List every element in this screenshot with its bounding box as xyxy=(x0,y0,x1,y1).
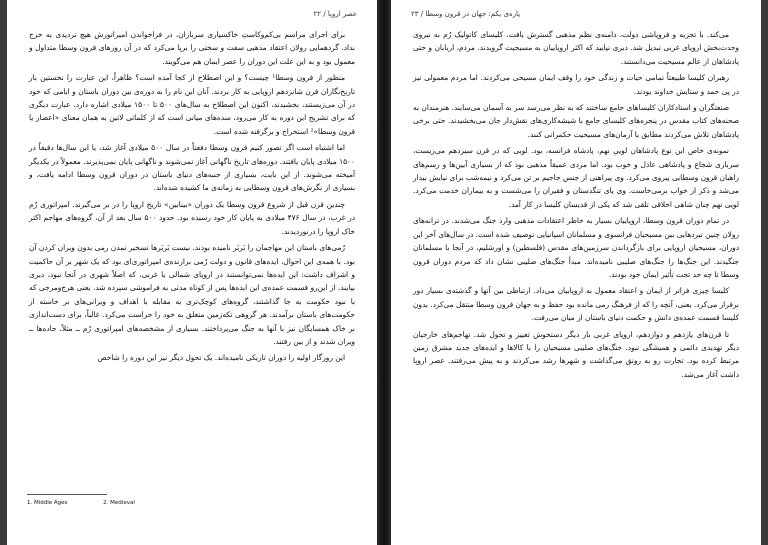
right-page xyxy=(391,0,761,545)
paragraph: اما اشتباه است اگر تصور کنیم قرون وسطا دفعتاً در سال ۵۰۰ میلادی آغاز شد، یا این سال‌ها دقیقاً در ۱۵۰۰ میلادی پایان یافتند. دوره‌های تاریخ ناگهانی آغاز نمی‌شوند و ناگهانی پایان نمی‌پذیرند. معمولاً در یکدیگر آمیخته می‌شوند. از این بابت، بسیاری از جنبه‌های دنیای باستان در دوران قرون وسطا ادامه یافت، و بسیاری از نگرش‌های قرون وسطایی به زمانه‌ی ما کشیده شده‌اند. xyxy=(29,143,355,193)
right-page-header: پاره‌ی یکم: جهان در قرون وسطا / ۲۳ xyxy=(411,10,521,18)
book-spine xyxy=(377,0,391,545)
footnote: 2. Medieval xyxy=(103,500,135,506)
paragraph: نمونه‌ی خاص این نوع پادشاهان لوییِ نهم، پادشاه فرانسه، بود. لویی که در قرن سیزدهم می‌زیست، سربازی شجاع و پادشاهی عادل و خوب بود. اما مردی عمیقاً مذهبی بود که از بسیاری آیین‌ها و رسم‌های راهبان قرون وسطایی پیروی می‌کرد. وی پیراهنی از جنس جاجیم بر تن می‌کرد و نیمه‌شب برای نیایش بیدار می‌شد و ذکر از خواب برمی‌خاست. وی پای تنگدستان و فقیران را می‌شست و به بیماران خدمت می‌کرد. لویی نهم چنان شاهی اخلاقی تلقی شد که یکی از قدیسان کلیسا در کار آمد. xyxy=(413,146,739,209)
paragraph: رهبران کلیسا طبیعتاً تمامی حیات و زندگی خود را وقف ایمان مسیحی می‌کردند. اما مردم معمولی نیز در پی حمد و ستایش خداوند بودند. xyxy=(413,73,739,96)
paragraph: تا قرن‌های یازدهم و دوازدهم، اروپای غربی بار دیگر دستخوش تغییر و تحول شد. تهاجم‌های خارجیان دیگر تهدیدی دائمی و همیشگی نبود. جنگ‌های صلیبی مسیحیان را با کالاها و ایده‌های جدید مشرق زمین مرتبط کرده بود. تجارت رو به رونق می‌گذاشت و شهرها رشد می‌کردند و به پیش می‌رفتند. عصر اروپا داشت آغاز می‌شد. xyxy=(413,329,739,379)
left-page xyxy=(7,0,377,545)
paragraph: صنعتگران و استادکاران کلیساهای جامع ساختند که به نظر می‌رسد سر به آسمان می‌سایند. هنرمندان به صحنه‌های کتاب مقدس در پنجره‌های کلیسای جامع با شیشه‌کاری‌های نقش‌دار جان می‌بخشیدند. حتی برخی پادشاهان تلاش می‌کردند مطابق با آرمان‌های مسیحیت حکمرانی کنند. xyxy=(413,103,739,139)
left-page-header: ۲۲ / عصر اروپا xyxy=(313,10,357,18)
paragraph: چندین قرن قبل از شروع قرون وسطا یک دوران «بینابین» تاریخ اروپا را در بر می‌گیرند. امپراتوری رُم در غرب، در سال ۴۷۶ میلادی به پایان کار خود رسیده بود. حدود ۵۰۰ سال بعد از آن، گروه‌های مهاجم اکثر خاک اروپا را درنوردیدند. xyxy=(29,199,355,236)
paragraph: کلیسا چیزی فراتر از ایمان و اعتقاد معمول به اروپاییان می‌داد. ارتباطی بین آنها و گذشته‌ی بسیار دور برقرار می‌کرد. یعنی، آنچه را که از فرهنگ رمی مانده بود حفظ و به جهان قرون وسطا منتقل می‌کرد. بدون کلیسا قسمت عمده‌ی دانش و حکمت دنیای باستان از میان می‌رفت. xyxy=(413,286,739,323)
right-page-body xyxy=(413,28,739,381)
paragraph: منظور از قرون وسطا¹ چیست؟ و این اصطلاح از کجا آمده است؟ ظاهراً، این عبارت را نخستین بار تاریخ‌نگاران قرن شانزدهم اروپایی به کار بردند. آنان این نام را به دوره‌ی بین دوران باستان و ایامی که خود در آن می‌زیستند، بخشیدند، اکنون این اصطلاح به سال‌های ۵۰۰ تا ۱۵۰۰ میلادی اشاره دارد. عبارت دیگری که برای تشریح این دوره به کار می‌رود، سده‌های میانی است که از کلماتی لاتین به همان معنای «اعصار یا قرون وسطا»² استخراج و برگرفته شده است. xyxy=(29,73,356,136)
paragraph: در تمام دوران قرون وسطا، اروپاییان بسیار به خاطر اعتقادات مذهبی وارد جنگ می‌شدند. در ترانه‌های رولان چنین تبردهایی بین مسیحیان فرانسوی و مسلمانان اسپانیایی توصیف شده است. در سال‌های آخر این دوران، مسیحیان اروپایی برای بازگرداندن سرزمین‌های مقدس (فلسطین) و اورشلیم، در آنجا با مسلمانان جنگیدند. این جنگ‌ها را جنگ‌های صلیبی نامیده‌اند. مبدأ جنگ‌های صلیبی نشان داد که مردم دوران قرون وسطا تا چه حد تحت تأثیر ایمان خود بودند. xyxy=(413,216,739,279)
footnote-divider xyxy=(27,494,107,495)
left-page-body xyxy=(29,28,355,365)
footnote: 1. Middle Ages xyxy=(27,500,68,506)
paragraph: برای اجرای مراسم بی‌کم‌وکاستِ خاکسپاری سربازان، در فراخواندن امپراتورش هیچ تردیدی به خرج نداد. گردهمایی رولان اعتقاد مذهبی سفت و سختی را برپا می‌کرد که در آن روزهای قرون وسطا متداول و معمول بود و به این علت این دوران را عصر ایمان هم می‌گویند. xyxy=(29,30,355,66)
paragraph: می‌کند. با تجزیه و فروپاشی دولت، دامنه‌ی نظم مذهبی گسترش یافت. کلیسای کاتولیک رُم به نیروی وحدت‌بخش اروپای غربی تبدیل شد. دیری نپایید که اکثر اروپاییان به مسیحیت گرویدند. مردم، اربابان و حتی پادشاهان از عالم مسیحیت می‌دانستند. xyxy=(413,30,739,66)
paragraph: رُمی‌های باستان این مهاجمان را بَربَر نامیده بودند. نیست بَربَرها تسخیر تمدن رمی بدون ویران کردن آن بود. با همه‌ی این احوال، ایده‌های قانون و دولت رُمی برازنده‌ی امپراتوری‌ای بود که یک شهر بر آن حاکمیت و اشراف داشت: این ایده‌ها نمی‌توانستند در اروپای شمالی یا غربی، که اصلاً شهری در آنجا نبود، دیری بپایند. از این‌رو قسمت عمده‌ی این ایده‌ها پس از کوتاه مدتی به فراموشی سپرده شد. یعنی هرج‌ومرجی که با نبود حکومت به جا گذاشتند، گروه‌های کوچک‌تری به مقابله با اهداف و ویرانی‌های بر خاسته از حکومت‌های باستان برآمدند. هر گروهی تکه‌زمین متعلق به خود را حراست می‌کرد. غالباً، برای دست‌اندازی بر خاک همسایگان نیز با آنها به جنگ می‌پرداختند. بسیاری از مشخصه‌های امپراتوری رُم ــ مثلاً، جاده‌ها ــ ویران شدند و از بین رفتند. xyxy=(29,243,355,346)
paragraph: این روزگار اولیه را دوران تاریکی نامیده‌اند. یک تحول دیگر نیز این دوره را شاخص xyxy=(97,353,345,363)
footnotes xyxy=(27,500,169,506)
